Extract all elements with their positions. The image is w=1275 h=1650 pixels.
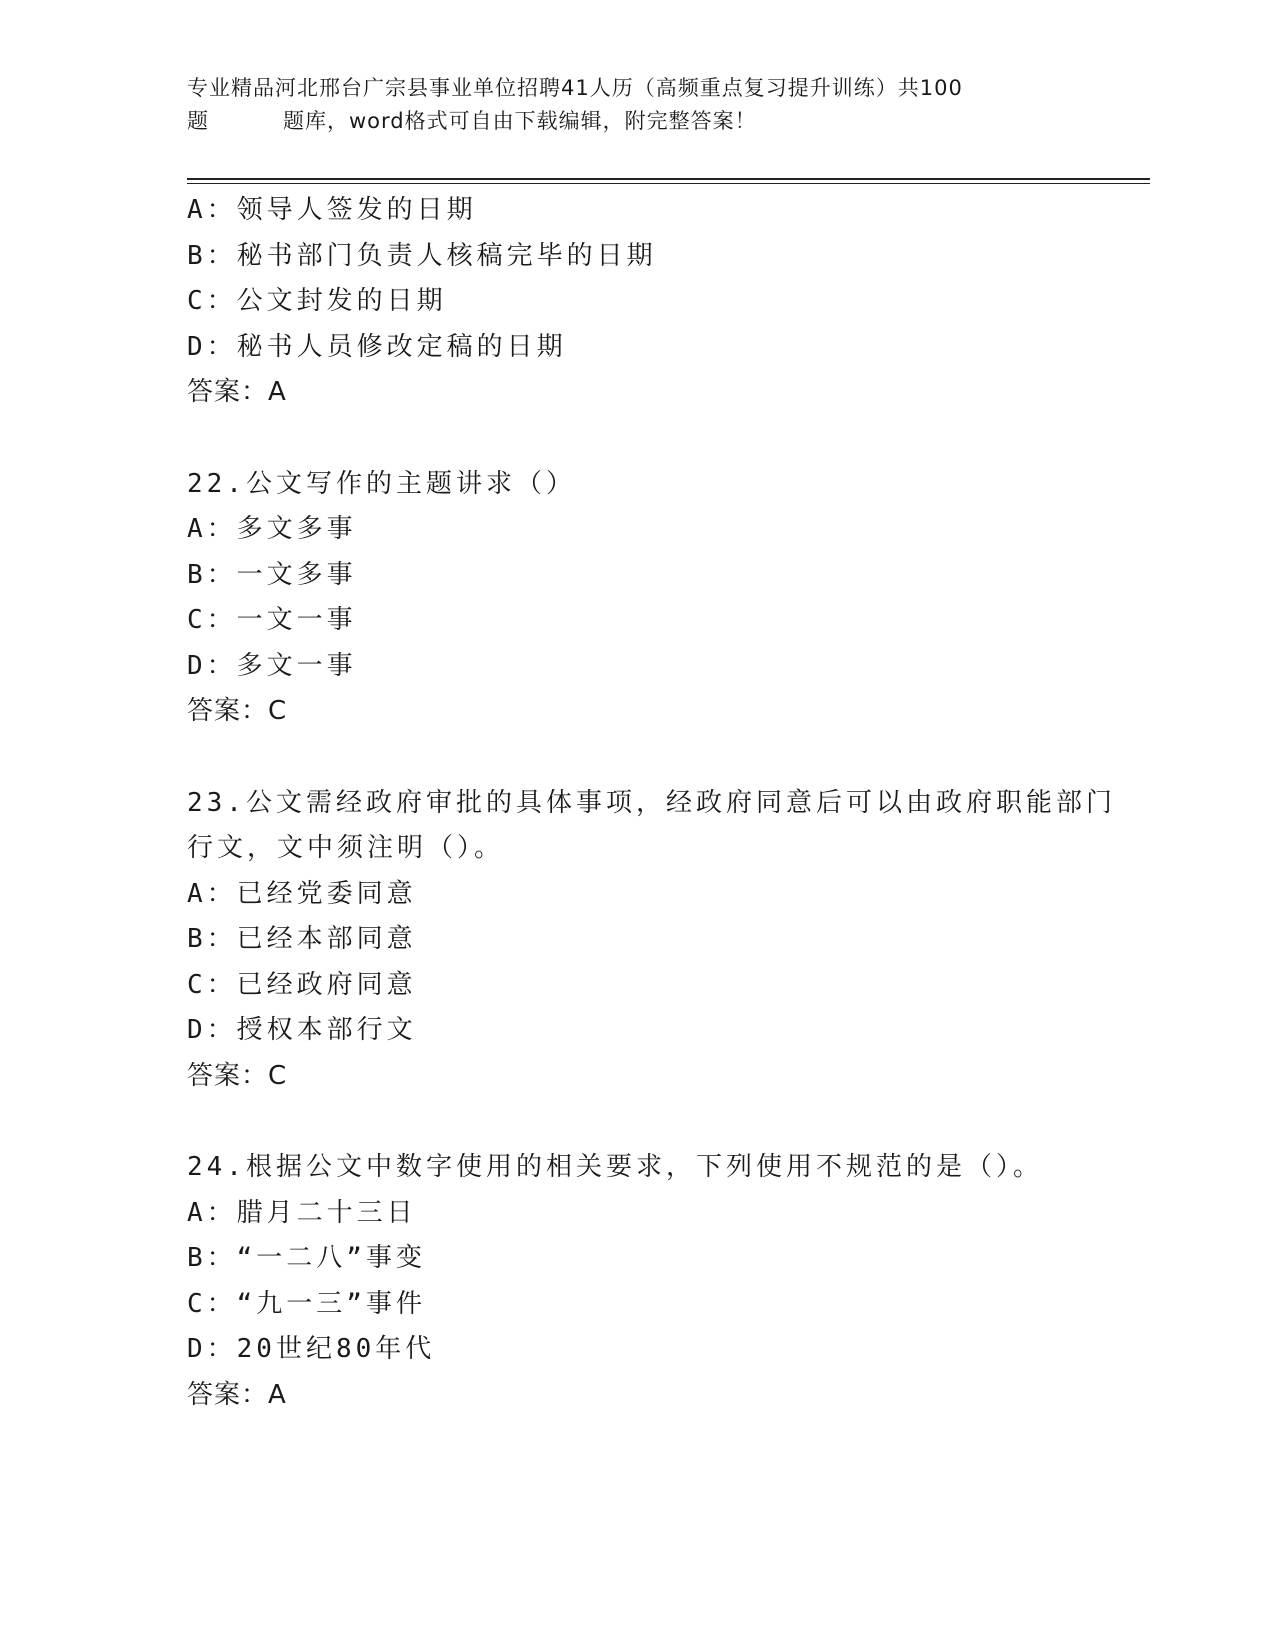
option-d: D：授权本部行文 bbox=[187, 1015, 417, 1045]
question-text-line-1: 23.公文需经政府审批的具体事项，经政府同意后可以由政府职能部门 bbox=[187, 787, 1116, 818]
option-c: C：已经政府同意 bbox=[187, 969, 417, 1000]
question-23-block bbox=[187, 781, 1116, 1100]
option-b: B：一文多事 bbox=[187, 559, 357, 590]
answer: 答案：A bbox=[187, 1379, 287, 1410]
answer: 答案：A bbox=[187, 377, 287, 407]
question-22-block bbox=[187, 462, 1087, 735]
option-c: C：一文一事 bbox=[187, 605, 357, 635]
header-line-2-lead: 题 bbox=[187, 109, 209, 133]
question-text-line-2: 行文，文中须注明（）。 bbox=[187, 833, 505, 863]
option-b: B：秘书部门负责人核稿完毕的日期 bbox=[187, 240, 657, 271]
option-c: C：公文封发的日期 bbox=[187, 286, 447, 316]
header-line-1: 专业精品河北邢台广宗县事业单位招聘41人历（高频重点复习提升训练）共100 bbox=[187, 76, 963, 100]
document-body bbox=[187, 188, 1116, 1418]
spacer bbox=[187, 735, 1087, 781]
option-d: D：多文一事 bbox=[187, 650, 357, 681]
question-21-block bbox=[187, 188, 1087, 416]
question-text: 24.根据公文中数字使用的相关要求，下列使用不规范的是（）。 bbox=[187, 1152, 1043, 1182]
question-24-block bbox=[187, 1145, 1087, 1418]
option-a: A：多文多事 bbox=[187, 514, 357, 544]
option-b: B：“一二八”事变 bbox=[187, 1243, 426, 1273]
option-a: A：领导人签发的日期 bbox=[187, 195, 477, 225]
answer: 答案：C bbox=[187, 1060, 288, 1091]
option-d: D：秘书人员修改定稿的日期 bbox=[187, 331, 567, 362]
header-divider-thin bbox=[187, 183, 1150, 184]
option-c: C：“九一三”事件 bbox=[187, 1288, 426, 1319]
option-a: A：已经党委同意 bbox=[187, 878, 417, 909]
header-line-2-rest: 题库，word格式可自由下载编辑，附完整答案！ bbox=[283, 109, 757, 133]
option-a: A：腊月二十三日 bbox=[187, 1197, 417, 1228]
answer: 答案：C bbox=[187, 696, 288, 726]
option-d: D：20世纪80年代 bbox=[187, 1334, 436, 1364]
option-b: B：已经本部同意 bbox=[187, 924, 417, 954]
spacer bbox=[187, 416, 1087, 462]
header-divider-thick bbox=[187, 178, 1150, 180]
spacer bbox=[187, 1099, 1087, 1145]
question-text: 22.公文写作的主题讲求（） bbox=[187, 468, 576, 499]
header-line-2 bbox=[187, 105, 1067, 138]
document-header bbox=[187, 72, 1067, 138]
